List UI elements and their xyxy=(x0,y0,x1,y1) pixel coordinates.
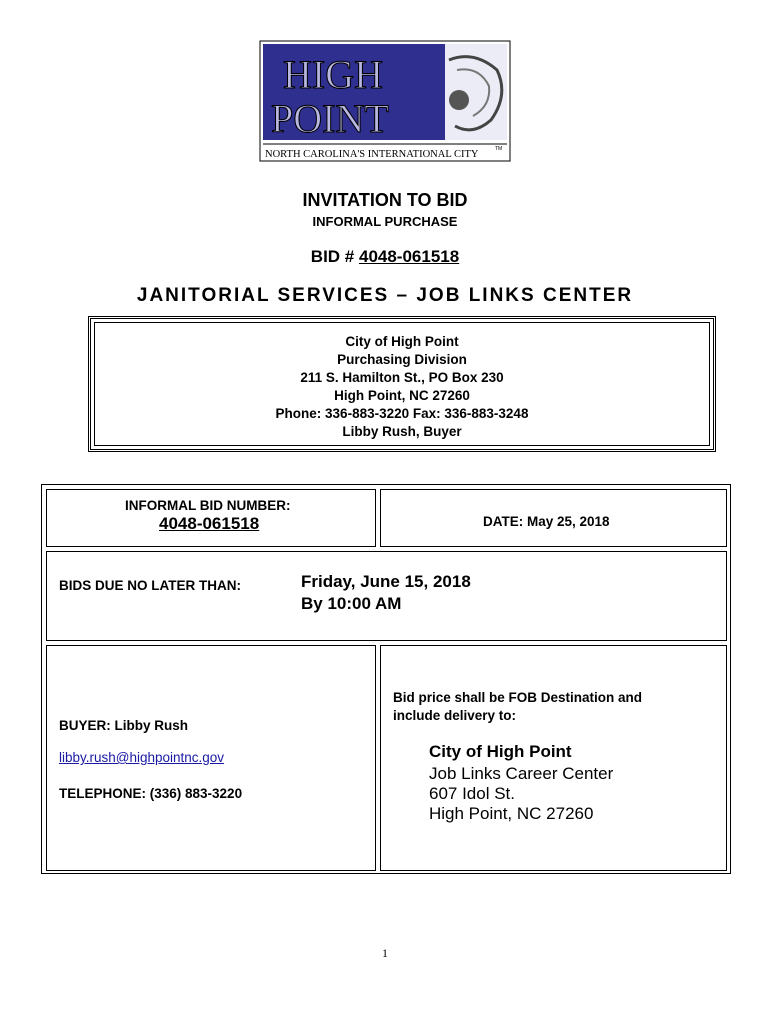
buyer-name: BUYER: Libby Rush xyxy=(59,718,189,733)
destination-line: Job Links Career Center xyxy=(429,764,614,783)
bid-number: 4048-061518 xyxy=(358,247,460,266)
page-title: INVITATION TO BID xyxy=(302,190,468,210)
destination-line: 607 Idol St. xyxy=(429,784,516,803)
address-line: City of High Point xyxy=(345,334,459,349)
address-box xyxy=(88,316,716,452)
buyer-email-link[interactable]: libby.rush@highpointnc.gov xyxy=(59,750,225,765)
logo-tm: TM xyxy=(495,146,503,152)
due-cell xyxy=(46,551,727,641)
logo-tagline: NORTH CAROLINA'S INTERNATIONAL CITY xyxy=(265,149,479,160)
bid-info-table xyxy=(41,484,731,874)
due-time: By 10:00 AM xyxy=(301,594,402,613)
bid-number-value: 4048-061518 xyxy=(159,514,260,533)
destination-name: City of High Point xyxy=(429,742,572,761)
page-subtitle: INFORMAL PURCHASE xyxy=(312,214,458,229)
address-line: Libby Rush, Buyer xyxy=(342,424,462,439)
due-date: Friday, June 15, 2018 xyxy=(301,572,471,591)
high-point-logo xyxy=(259,40,511,162)
fob-text-line1: Bid price shall be FOB Destination and xyxy=(393,690,643,705)
address-line: Phone: 336-883-3220 Fax: 336-883-3248 xyxy=(275,406,529,421)
due-label: BIDS DUE NO LATER THAN: xyxy=(59,578,241,593)
bid-prefix: BID # xyxy=(310,247,359,266)
address-line: 211 S. Hamilton St., PO Box 230 xyxy=(300,370,504,385)
address-inner xyxy=(94,322,710,446)
buyer-cell xyxy=(46,645,376,871)
bid-number-line xyxy=(0,247,770,267)
page-number: 1 xyxy=(382,946,388,960)
logo-line2: POINT xyxy=(271,96,389,141)
logo-line1: HIGH xyxy=(283,52,383,97)
buyer-telephone: TELEPHONE: (336) 883-3220 xyxy=(59,786,243,801)
bid-number-label: INFORMAL BID NUMBER: xyxy=(125,498,291,513)
destination-line: High Point, NC 27260 xyxy=(429,804,594,823)
bid-date: DATE: May 25, 2018 xyxy=(483,514,610,529)
services-heading: JANITORIAL SERVICES – JOB LINKS CENTER xyxy=(136,285,634,306)
delivery-cell xyxy=(380,645,727,871)
address-line: Purchasing Division xyxy=(337,352,467,367)
fob-text-line2: include delivery to: xyxy=(393,708,517,723)
bid-number-cell xyxy=(46,489,376,547)
date-cell xyxy=(380,489,727,547)
address-line: High Point, NC 27260 xyxy=(334,388,470,403)
